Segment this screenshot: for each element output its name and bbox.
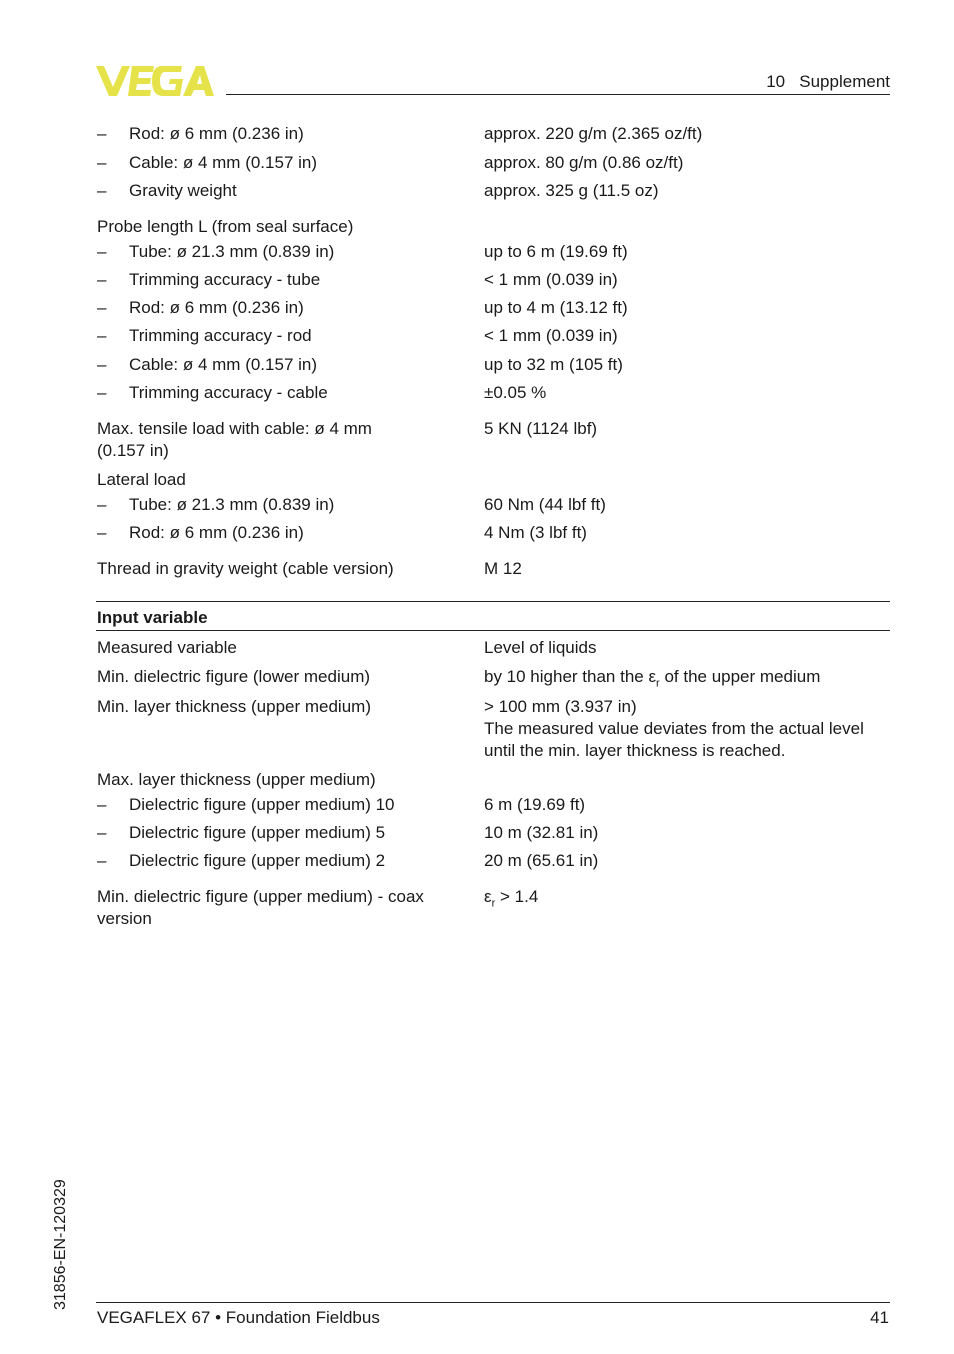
spec-label: Measured variable [97,638,237,657]
spec-label: Cable: ø 4 mm (0.157 in) [129,355,318,374]
spec-label: Dielectric figure (upper medium) 10 [129,795,395,814]
vega-logo [96,66,220,96]
spec-value: up to 6 m (19.69 ft) [484,242,628,261]
section-rule-top [96,601,890,602]
spec-value: 4 Nm (3 lbf ft) [484,523,587,542]
spec-value [484,886,894,914]
spec-label-line: (0.157 in) [97,441,169,460]
dash: – [97,242,107,261]
spec-label: Rod: ø 6 mm (0.236 in) [129,298,304,317]
spec-value: 60 Nm (44 lbf ft) [484,495,606,514]
spec-value: 6 m (19.69 ft) [484,795,586,814]
value-text: > 1.4 [495,887,539,906]
dash: – [97,523,107,542]
spec-value: Level of liquids [484,638,597,657]
spec-label: Rod: ø 6 mm (0.236 in) [129,124,304,143]
value-line: until the min. layer thickness is reached. [484,741,786,760]
dash: – [97,851,107,870]
spec-value [484,696,894,762]
dash: – [97,153,107,172]
spec-label-line: Min. dielectric figure (upper medium) - coax [97,887,424,906]
header-rule [226,94,890,95]
dash: – [97,326,107,345]
spec-value [484,666,894,694]
spec-heading: Lateral load [97,470,186,489]
spec-label [97,886,467,930]
subscript: r [656,677,660,690]
spec-label: Thread in gravity weight (cable version) [97,559,394,578]
value-text: of the upper medium [659,667,821,686]
spec-label: Tube: ø 21.3 mm (0.839 in) [129,495,335,514]
dash: – [97,355,107,374]
page-number: 41 [870,1308,889,1327]
spec-value: approx. 80 g/m (0.86 oz/ft) [484,153,684,172]
spec-value: up to 32 m (105 ft) [484,355,623,374]
subscript: r [491,897,496,910]
spec-label-line: Max. tensile load with cable: ø 4 mm [97,419,372,438]
spec-value: ±0.05 % [484,383,547,402]
dash: – [97,795,107,814]
value-text: ε [484,887,492,906]
spec-label: Rod: ø 6 mm (0.236 in) [129,523,304,542]
dash: – [97,383,107,402]
dash: – [97,298,107,317]
footer-rule [96,1302,890,1303]
section-title: Input variable [97,608,208,627]
spec-heading: Max. layer thickness (upper medium) [97,770,376,789]
spec-label [97,418,457,462]
dash: – [97,270,107,289]
spec-label: Trimming accuracy - tube [129,270,321,289]
spec-label: Trimming accuracy - cable [129,383,328,402]
dash: – [97,124,107,143]
spec-value: approx. 220 g/m (2.365 oz/ft) [484,124,703,143]
spec-value: approx. 325 g (11.5 oz) [484,181,659,200]
dash: – [97,181,107,200]
spec-value: M 12 [484,559,522,578]
dash: – [97,823,107,842]
section-reference: 10 Supplement [766,72,890,91]
spec-heading: Probe length L (from seal surface) [97,217,354,236]
value-line: > 100 mm (3.937 in) [484,697,637,716]
spec-value: 10 m (32.81 in) [484,823,599,842]
dash: – [97,495,107,514]
spec-value: up to 4 m (13.12 ft) [484,298,628,317]
spec-label: Dielectric figure (upper medium) 2 [129,851,386,870]
section-rule-bottom [96,630,890,631]
value-text: by 10 higher than the ε [484,667,657,686]
spec-label: Dielectric figure (upper medium) 5 [129,823,386,842]
value-line: The measured value deviates from the actual level [484,719,864,738]
document-id: 31856-EN-120329 [52,1179,69,1310]
spec-value: < 1 mm (0.039 in) [484,270,618,289]
spec-value: < 1 mm (0.039 in) [484,326,618,345]
spec-value: 20 m (65.61 in) [484,851,599,870]
spec-label: Min. layer thickness (upper medium) [97,697,371,716]
spec-label: Tube: ø 21.3 mm (0.839 in) [129,242,335,261]
footer-product: VEGAFLEX 67 • Foundation Fieldbus [97,1308,380,1327]
spec-label-line: version [97,909,152,928]
spec-label: Min. dielectric figure (lower medium) [97,667,371,686]
spec-label: Gravity weight [129,181,237,200]
spec-label: Cable: ø 4 mm (0.157 in) [129,153,318,172]
spec-label: Trimming accuracy - rod [129,326,312,345]
spec-value: 5 KN (1124 lbf) [484,419,598,438]
